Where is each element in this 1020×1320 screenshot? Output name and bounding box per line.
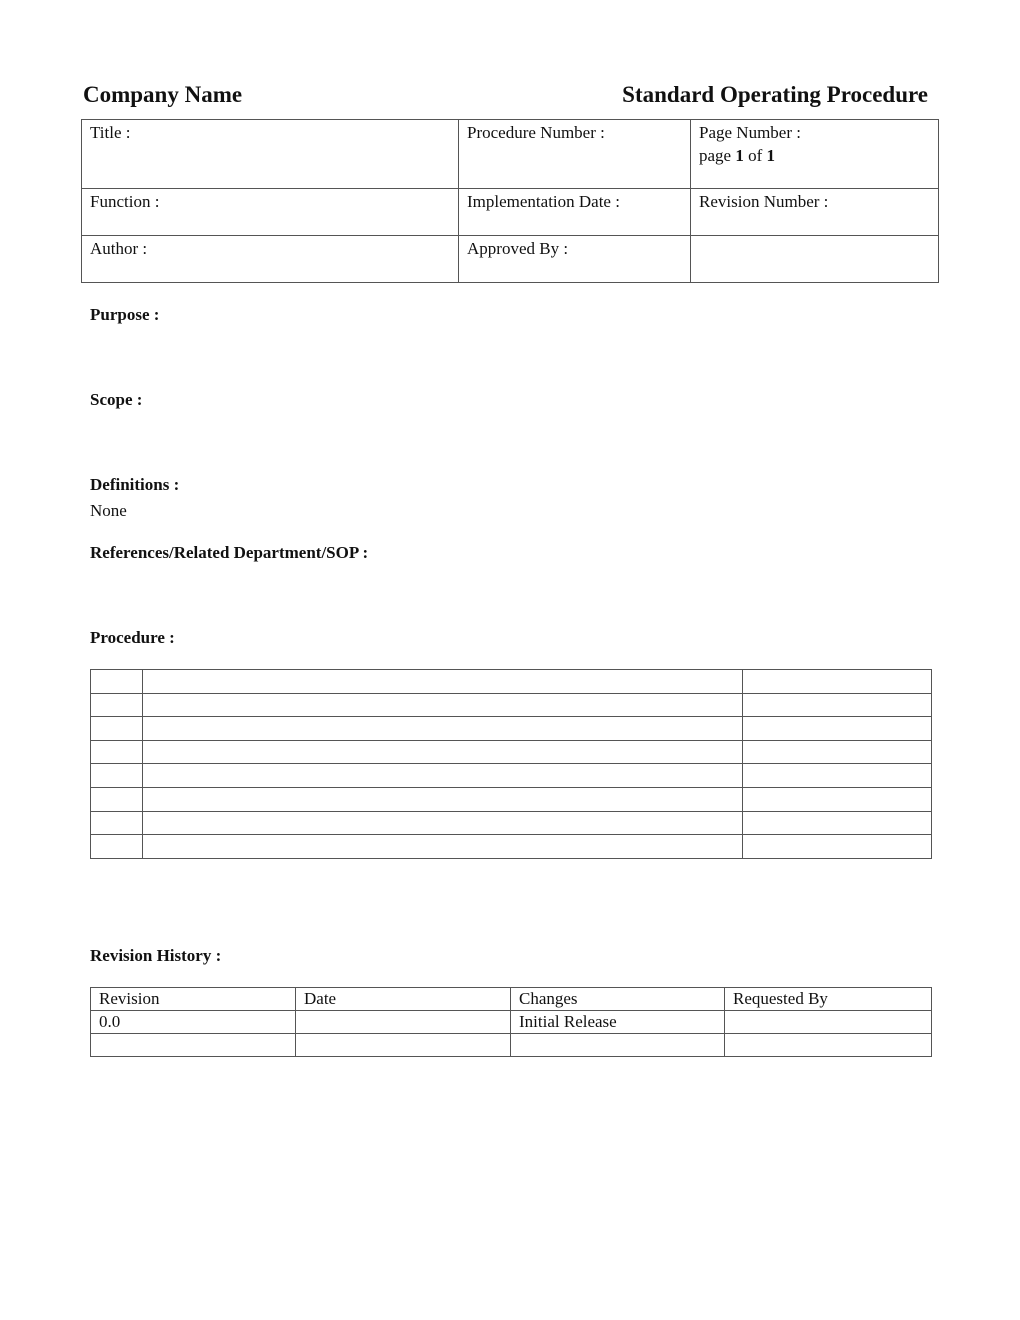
procedure-row xyxy=(91,717,932,741)
revision-number-cell[interactable] xyxy=(691,189,939,236)
procedure-cell[interactable] xyxy=(143,693,743,717)
procedure-cell[interactable] xyxy=(143,811,743,835)
procedure-cell[interactable] xyxy=(91,811,143,835)
revision-cell[interactable]: Initial Release xyxy=(511,1011,725,1034)
revision-cell[interactable] xyxy=(296,1011,511,1034)
revision-cell[interactable] xyxy=(725,1034,932,1057)
definitions-value: None xyxy=(90,501,127,520)
definitions-heading: Definitions : xyxy=(90,475,180,494)
changes-header-cell: Changes xyxy=(511,988,725,1011)
date-header-cell: Date xyxy=(296,988,511,1011)
procedure-cell[interactable] xyxy=(743,764,932,788)
procedure-row xyxy=(91,835,932,859)
procedure-cell[interactable] xyxy=(743,717,932,741)
procedure-cell[interactable] xyxy=(143,670,743,694)
implementation-date-label: Implementation Date : xyxy=(467,192,620,211)
procedure-cell[interactable] xyxy=(91,717,143,741)
procedure-cell[interactable] xyxy=(91,693,143,717)
procedure-row xyxy=(91,764,932,788)
sop-info-table xyxy=(81,119,939,283)
page-number-cell xyxy=(691,120,939,189)
document-type-title: Standard Operating Procedure xyxy=(622,82,928,107)
page-number-label: Page Number : xyxy=(699,123,801,142)
revision-row xyxy=(91,1034,932,1057)
procedure-cell[interactable] xyxy=(143,740,743,764)
revision-cell[interactable] xyxy=(91,1034,296,1057)
procedure-cell[interactable] xyxy=(743,787,932,811)
procedure-row xyxy=(91,693,932,717)
procedure-table xyxy=(90,669,932,859)
procedure-cell[interactable] xyxy=(743,740,932,764)
procedure-cell[interactable] xyxy=(91,740,143,764)
procedure-heading: Procedure : xyxy=(90,628,175,647)
procedure-number-cell[interactable] xyxy=(459,120,691,189)
procedure-row xyxy=(91,670,932,694)
revision-history-table xyxy=(90,987,932,1057)
approved-by-label: Approved By : xyxy=(467,239,569,258)
procedure-cell[interactable] xyxy=(143,764,743,788)
approved-by-cell[interactable] xyxy=(459,236,691,283)
company-name: Company Name xyxy=(83,82,243,107)
author-cell[interactable] xyxy=(82,236,459,283)
requested-by-header-cell: Requested By xyxy=(725,988,932,1011)
title-cell[interactable] xyxy=(82,120,459,189)
revision-cell[interactable] xyxy=(725,1011,932,1034)
procedure-cell[interactable] xyxy=(743,835,932,859)
title-label: Title : xyxy=(90,123,131,142)
page-current: 1 xyxy=(735,146,744,165)
procedure-number-label: Procedure Number : xyxy=(467,123,605,142)
page-total: 1 xyxy=(766,146,776,165)
implementation-date-cell[interactable] xyxy=(459,189,691,236)
page-number-value xyxy=(699,144,930,167)
procedure-cell[interactable] xyxy=(143,835,743,859)
procedure-row xyxy=(91,787,932,811)
function-label: Function : xyxy=(90,192,160,211)
procedure-cell[interactable] xyxy=(743,670,932,694)
procedure-cell[interactable] xyxy=(91,835,143,859)
revision-header-row xyxy=(91,988,932,1011)
revision-row xyxy=(91,1011,932,1034)
purpose-heading: Purpose : xyxy=(90,305,160,324)
page-prefix: page xyxy=(699,146,732,165)
revision-header-cell: Revision xyxy=(91,988,296,1011)
procedure-row xyxy=(91,811,932,835)
procedure-cell[interactable] xyxy=(143,717,743,741)
procedure-row xyxy=(91,740,932,764)
revision-cell[interactable]: 0.0 xyxy=(91,1011,296,1034)
empty-info-cell[interactable] xyxy=(691,236,939,283)
procedure-cell[interactable] xyxy=(91,787,143,811)
references-heading: References/Related Department/SOP : xyxy=(90,543,369,562)
procedure-cell[interactable] xyxy=(91,764,143,788)
procedure-cell[interactable] xyxy=(143,787,743,811)
procedure-cell[interactable] xyxy=(743,693,932,717)
page-of: of xyxy=(748,146,763,165)
author-label: Author : xyxy=(90,239,148,258)
revision-cell[interactable] xyxy=(296,1034,511,1057)
procedure-cell[interactable] xyxy=(743,811,932,835)
function-cell[interactable] xyxy=(82,189,459,236)
scope-heading: Scope : xyxy=(90,390,143,409)
revision-history-heading: Revision History : xyxy=(90,946,222,965)
revision-number-label: Revision Number : xyxy=(699,192,829,211)
procedure-cell[interactable] xyxy=(91,670,143,694)
revision-cell[interactable] xyxy=(511,1034,725,1057)
